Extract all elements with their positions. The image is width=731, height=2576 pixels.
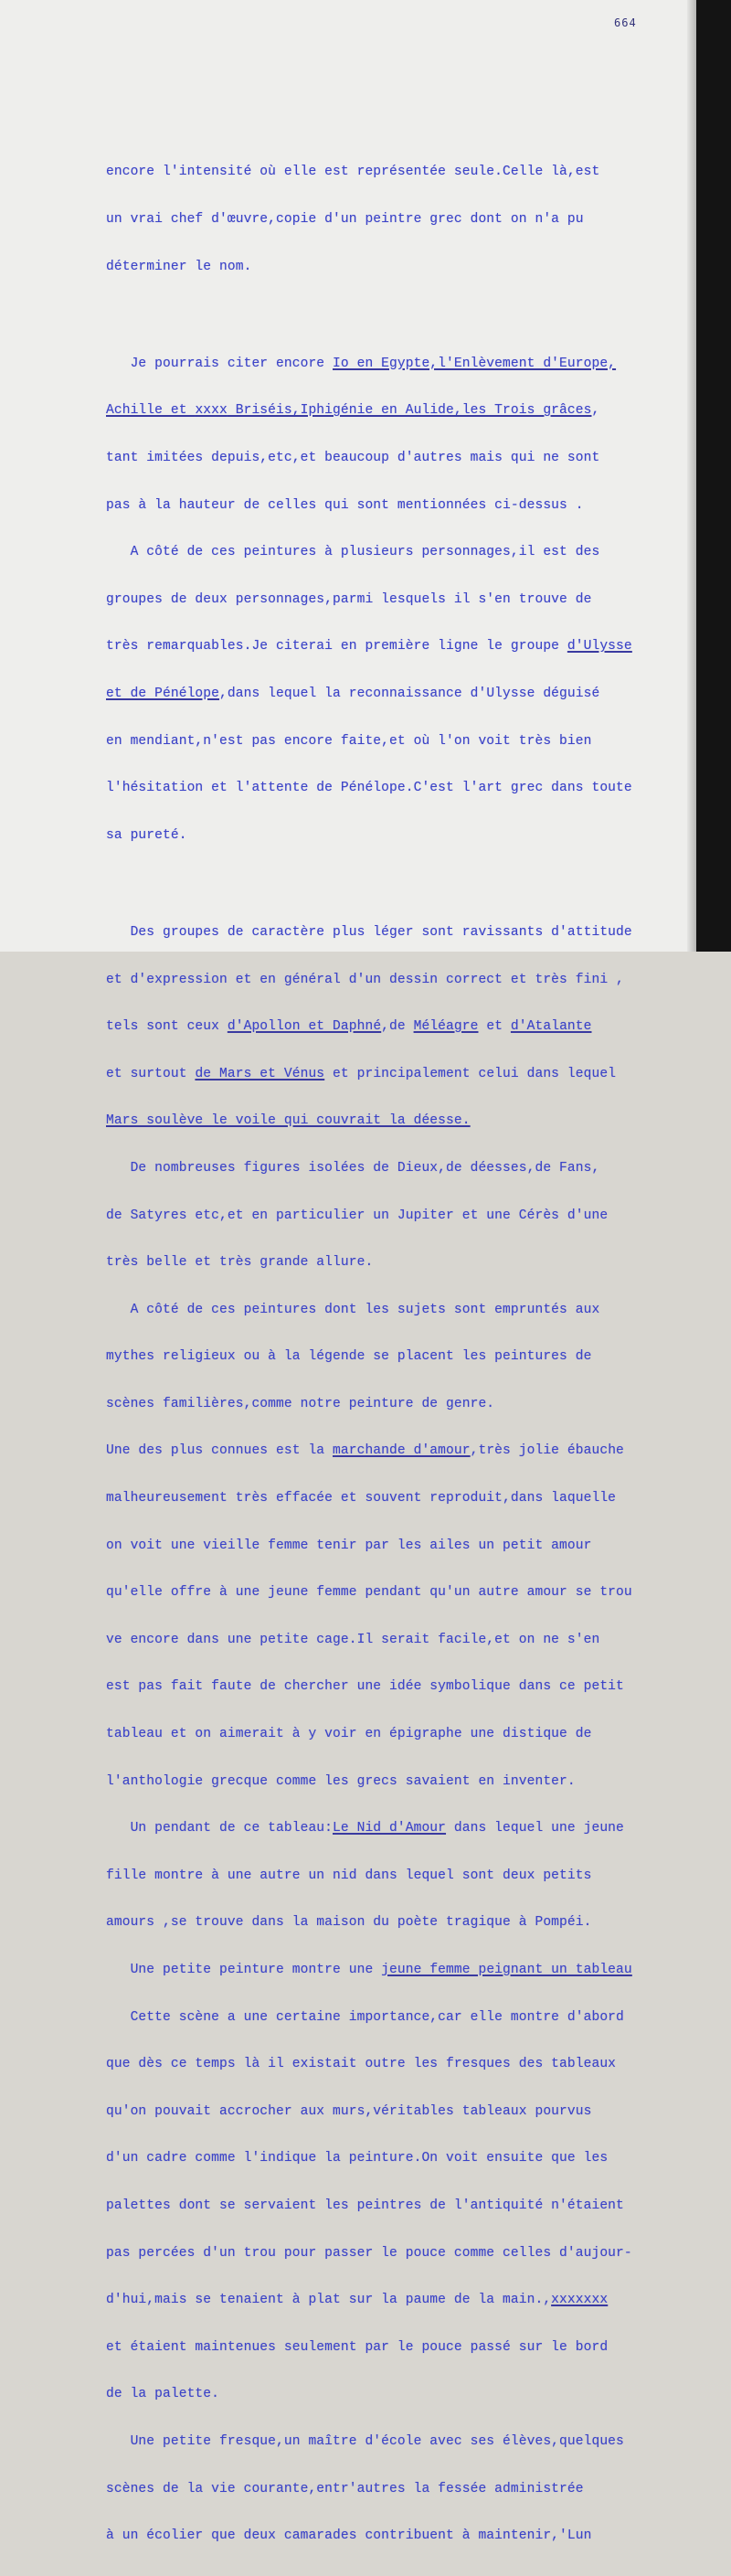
text-line: l'anthologie grecque comme les grecs savaient en inventer. [106,1773,576,1789]
text-line: Une petite fresque,un maître d'école avec ses élèves,quelques [106,2433,624,2449]
text-line: de la palette. [106,2387,220,2402]
text-line: tant imitées depuis,etc,et beaucoup d'autres mais qui ne sont [106,450,600,465]
text-line: palettes dont se servaient les peintres de l'antiquité n'étaient [106,2198,624,2213]
text-line: scènes de la vie courante,entr'autres la fessée administrée [106,2481,584,2496]
text-line: pas à la hauteur de celles qui sont mentionnées ci-dessus . [106,497,584,513]
underlined-title: d'Apollon et Daphné [227,1019,382,1035]
text-line: très belle et très grande allure. [106,1255,374,1271]
text-line: Un pendant de ce tableau:Le Nid d'Amour dans lequel une jeune [106,1821,624,1836]
scan-background [696,0,731,952]
underlined-title: Le Nid d'Amour [333,1821,447,1836]
text-line: pas percées d'un trou pour passer le pouce comme celles d'aujour- [106,2245,632,2261]
underlined-title: Méléagre [413,1019,479,1035]
text-line: est pas fait faute de chercher une idée symbolique dans ce petit [106,1679,624,1695]
text-line: un vrai chef d'œuvre,copie d'un peintre grec dont on n'a pu [106,212,584,227]
underlined-title: marchande d'amour [333,1443,471,1459]
text-line: Mars soulève le voile qui couvrait la déesse. [106,1113,471,1129]
underlined-title: d'Ulysse [567,639,632,655]
underlined-title: Achille et xxxx Briséis,Iphigénie en Aulide,les Trois grâces [106,403,592,419]
text-line: on voit une vieille femme tenir par les ailes un petit amour [106,1538,592,1553]
text-line: qu'elle offre à une jeune femme pendant qu'un autre amour se trou [106,1585,632,1601]
underlined-title: jeune femme peignant un tableau [381,1963,632,1977]
text-line: déterminer le nom. [106,259,252,274]
text-line: de Satyres etc,et en particulier un Jupiter et une Cérès d'une [106,1208,609,1223]
text-line: et d'expression et en général d'un dessin correct et très fini , [106,972,624,987]
text-line: l'hésitation et l'attente de Pénélope.C'est l'art grec dans toute [106,781,632,796]
text-line: De nombreuses figures isolées de Dieux,de déesses,de Fans, [106,1160,600,1176]
text-line: Achille et xxxx Briséis,Iphigénie en Aulide,les Trois grâces, [106,403,600,419]
underlined-title: et de Pénélope [106,686,220,701]
text-line: que dès ce temps là il existait outre les fresques des tableaux [106,2057,617,2072]
text-line: A côté de ces peintures dont les sujets sont empruntés aux [106,1302,600,1317]
text-line: fille montre à une autre un nid dans lequel sont deux petits [106,1868,592,1883]
text-line: Une petite peinture montre une jeune femme peignant un tableau [106,1963,632,1977]
text-line: qu'on pouvait accrocher aux murs,véritables tableaux pourvus [106,2103,592,2119]
text-line: d'hui,mais se tenaient à plat sur la paume de la main.,xxxxxxx [106,2293,609,2308]
text-line: mythes religieux ou à la légende se placent les peintures de [106,1349,592,1365]
page-number: 664 [614,16,637,29]
text-line: encore l'intensité où elle est représentée seule.Celle là,est [106,165,600,180]
text-line: tels sont ceux d'Apollon et Daphné,de Méléagre et d'Atalante [106,1019,592,1035]
struck-out-text: xxxxxxx [551,2293,609,2308]
text-line: Des groupes de caractère plus léger sont ravissants d'attitude [106,924,632,940]
text-line: malheureusement très effacée et souvent reproduit,dans laquelle [106,1491,617,1506]
text-line: à un écolier que deux camarades contribuent à maintenir,'Lun [106,2528,592,2544]
typed-manuscript-text [106,133,700,2576]
text-line: Je pourrais citer encore Io en Egypte,l'Enlèvement d'Europe, [106,356,617,371]
text-line: très remarquables.Je citerai en première ligne le groupe d'Ulysse [106,639,632,655]
text-line: et étaient maintenues seulement par le pouce passé sur le bord [106,2339,609,2355]
text-line: groupes de deux personnages,parmi lesquels il s'en trouve de [106,591,592,607]
text-line: en mendiant,n'est pas encore faite,et où l'on voit très bien [106,733,592,749]
underlined-title: Io en Egypte,l'Enlèvement d'Europe, [333,356,617,371]
text-line: sa pureté. [106,827,187,843]
underlined-title: de Mars et Vénus [195,1066,325,1081]
text-line: tableau et on aimerait à y voir en épigraphe une distique de [106,1727,592,1742]
text-line: ve encore dans une petite cage.Il serait facile,et on ne s'en [106,1632,600,1647]
text-line: amours ,se trouve dans la maison du poète tragique à Pompéi. [106,1915,592,1931]
text-line: scènes familières,comme notre peinture de genre. [106,1396,495,1411]
struck-out-text: xxxx [195,403,228,419]
text-line: et de Pénélope,dans lequel la reconnaissance d'Ulysse déguisé [106,686,600,701]
text-line: d'un cadre comme l'indique la peinture.On voit ensuite que les [106,2151,609,2166]
text-line: et surtout de Mars et Vénus et principalement celui dans lequel [106,1066,617,1081]
text-line: Une des plus connues est la marchande d'amour,très jolie ébauche [106,1443,624,1459]
underlined-title: d'Atalante [510,1019,592,1035]
text-line: A côté de ces peintures à plusieurs personnages,il est des [106,545,600,560]
text-line: Cette scène a une certaine importance,car elle montre d'abord [106,2009,624,2025]
